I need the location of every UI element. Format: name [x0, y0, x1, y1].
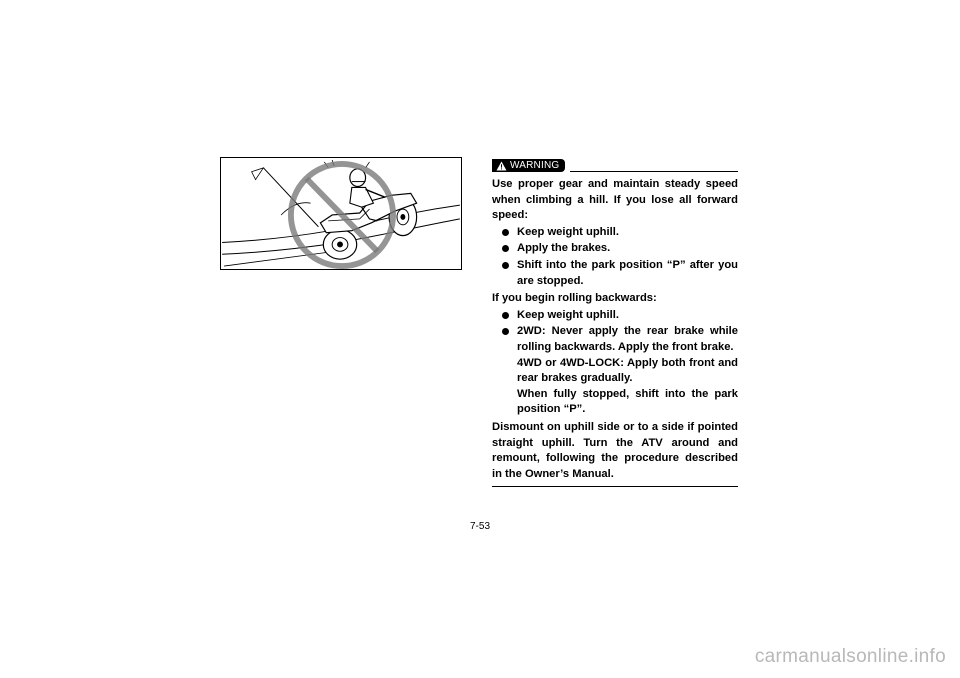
- bullet-icon: [502, 229, 509, 236]
- atv-rolling-back-drawing: [221, 158, 461, 269]
- warning-header: [492, 157, 738, 174]
- warning-section: [492, 157, 738, 487]
- warning-bottom-rule: [492, 486, 738, 487]
- watermark: carmanualsonline.info: [754, 646, 946, 667]
- warning-body: [492, 177, 738, 482]
- page-number: 7-53: [469, 521, 490, 532]
- list-item: Apply the brakes.: [502, 241, 738, 257]
- list-item: 2WD: Never apply the rear brake while rolling backwards. Apply the front brake. 4WD or 4WD-LOCK: Apply both front and rear brakes gradually. When fully stopped, shift into the park position “P”.: [502, 324, 738, 418]
- warning-label: WARNING: [510, 160, 560, 171]
- list-item: Keep weight uphill.: [502, 225, 738, 241]
- warning-top-rule: [570, 171, 738, 172]
- forward-speed-list: [492, 225, 738, 289]
- atv-hill-illustration: [220, 157, 462, 270]
- warning-closing: Dismount on uphill side or to a side if pointed straight uphill. Turn the ATV around and remount, following the procedure described in the Owner’s Manual.: [492, 420, 738, 480]
- rolling-backwards-list: [492, 308, 738, 418]
- bullet-icon: [502, 245, 509, 252]
- bullet-icon: [502, 262, 509, 269]
- list-item: Keep weight uphill.: [502, 308, 738, 324]
- bullet-icon: [502, 312, 509, 319]
- list-item: Shift into the park position “P” after you are stopped.: [502, 258, 738, 289]
- backwards-heading: If you begin rolling backwards:: [492, 292, 657, 305]
- warning-badge: [492, 159, 565, 172]
- warning-intro: Use proper gear and maintain steady speed when climbing a hill. If you lose all forward speed:: [492, 178, 738, 222]
- warning-triangle-icon: [496, 161, 507, 171]
- bullet-icon: [502, 328, 509, 335]
